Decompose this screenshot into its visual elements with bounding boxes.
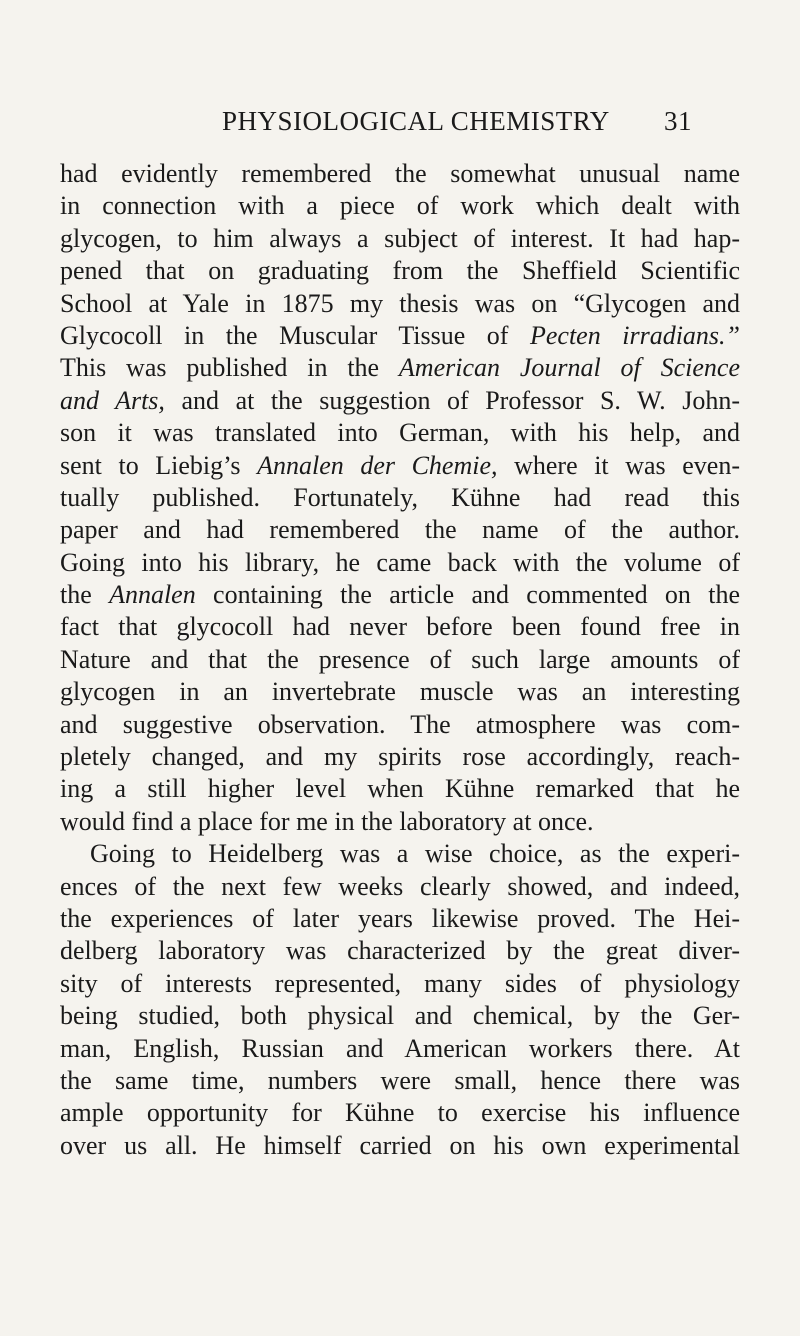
paragraph	[60, 158, 740, 838]
text-line	[60, 1130, 740, 1162]
text-segment: sent to Liebig’s	[60, 450, 258, 480]
text-segment: fact that glycocoll had never before been found free in	[60, 612, 740, 642]
text-line	[60, 611, 740, 643]
text-segment: pened that on graduating from the Sheffield Scientific	[60, 256, 740, 286]
text-segment: containing the article and commented on the	[195, 580, 740, 610]
text-line	[60, 1097, 740, 1129]
text-segment: Going into his library, he came back with the volume of	[60, 547, 740, 577]
text-segment: the experiences of later years likewise proved. The Hei-	[60, 903, 740, 933]
text-line	[60, 320, 740, 352]
italic-text: Pecten irradians.”	[529, 320, 740, 350]
text-segment: and suggestive observation. The atmosphere was com-	[60, 709, 740, 739]
text-line	[60, 741, 740, 773]
text-line	[60, 709, 740, 741]
text-segment: ences of the next few weeks clearly showed, and indeed,	[60, 871, 740, 901]
text-segment: pletely changed, and my spirits rose accordingly, reach-	[60, 742, 740, 772]
text-segment: School at Yale in 1875 my thesis was on “Glycogen and	[60, 288, 740, 318]
text-line	[60, 1000, 740, 1032]
text-segment: would find a place for me in the laboratory at once.	[60, 806, 594, 836]
text-line	[60, 190, 740, 222]
text-segment: son it was translated into German, with his help, and	[60, 418, 740, 448]
text-segment: glycogen in an invertebrate muscle was an interesting	[60, 677, 740, 707]
text-line	[60, 903, 740, 935]
page-number: 31	[664, 106, 692, 136]
text-line	[60, 838, 740, 870]
paragraph	[60, 838, 740, 1162]
text-segment: man, English, Russian and American workers there. At	[60, 1033, 740, 1063]
text-segment: paper and had remembered the name of the author.	[60, 515, 740, 545]
text-segment: and at the suggestion of Professor S. W. John-	[164, 385, 740, 415]
text-line	[60, 1033, 740, 1065]
text-segment: over us all. He himself carried on his own experimental	[60, 1130, 740, 1160]
text-line	[60, 158, 740, 190]
text-segment: Nature and that the presence of such large amounts of	[60, 644, 740, 674]
text-line	[60, 579, 740, 611]
text-segment: This was published in the	[60, 353, 399, 383]
text-segment: where it was even-	[497, 450, 740, 480]
text-segment: sity of interests represented, many sides of physiology	[60, 968, 740, 998]
text-line	[60, 676, 740, 708]
text-line	[60, 547, 740, 579]
text-line	[60, 288, 740, 320]
italic-text: and Arts,	[60, 385, 165, 415]
italic-text: Annalen der Chemie,	[257, 450, 498, 480]
text-segment: Glycocoll in the Muscular Tissue of	[60, 320, 530, 350]
text-line	[60, 806, 740, 838]
text-line	[60, 644, 740, 676]
text-line	[60, 450, 740, 482]
italic-text: American Journal of Science	[398, 353, 740, 383]
text-segment: ample opportunity for Kühne to exercise his influence	[60, 1098, 740, 1128]
text-line	[60, 1065, 740, 1097]
text-line	[60, 514, 740, 546]
text-line	[60, 482, 740, 514]
text-line	[60, 352, 740, 384]
text-line	[60, 385, 740, 417]
text-segment: being studied, both physical and chemical, by the Ger-	[60, 1001, 740, 1031]
text-segment: in connection with a piece of work which dealt with	[60, 191, 740, 221]
italic-text: Annalen	[109, 580, 196, 610]
text-segment: Going to Heidelberg was a wise choice, as the experi-	[90, 839, 740, 869]
text-segment: ing a still higher level when Kühne remarked that he	[60, 774, 740, 804]
text-segment: tually published. Fortunately, Kühne had read this	[60, 482, 740, 512]
body-text	[60, 158, 740, 1162]
text-line	[60, 223, 740, 255]
text-segment: the	[60, 580, 110, 610]
running-head-title: PHYSIOLOGICAL CHEMISTRY	[222, 106, 610, 136]
text-line	[60, 935, 740, 967]
text-line	[60, 773, 740, 805]
text-segment: had evidently remembered the somewhat unusual name	[60, 159, 740, 188]
text-segment: glycogen, to him always a subject of interest. It had hap-	[60, 223, 740, 253]
text-line	[60, 871, 740, 903]
text-segment: the same time, numbers were small, hence there was	[60, 1065, 740, 1095]
running-head	[222, 106, 692, 142]
text-segment: delberg laboratory was characterized by the great diver-	[60, 936, 740, 966]
text-line	[60, 417, 740, 449]
text-line	[60, 968, 740, 1000]
text-line	[60, 255, 740, 287]
